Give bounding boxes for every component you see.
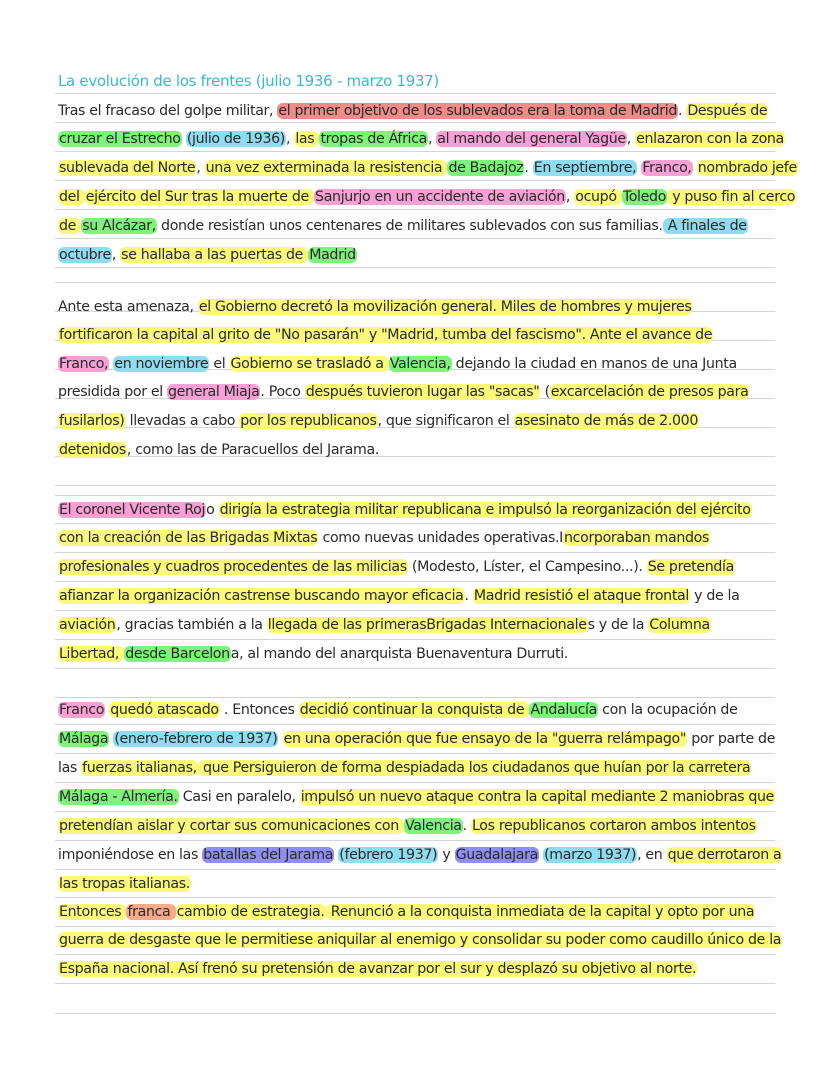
text-line	[58, 325, 713, 345]
plain-text: (	[540, 384, 550, 400]
ruled-line	[55, 840, 775, 841]
plain-text	[278, 731, 282, 747]
plain-text: con la ocupación de	[598, 702, 738, 718]
ruled-line	[55, 724, 775, 725]
highlighted-text: Valencia,	[389, 356, 451, 372]
highlighted-text: guerra de desgaste que le permitiese aniquilar al enemigo y consolidar su poder como caudillo único de la	[59, 932, 782, 948]
highlighted-text: pretendían aislar y cortar sus comunicaciones con	[59, 818, 404, 834]
ruled-line	[55, 610, 775, 611]
highlighted-text: tropas de África	[320, 131, 427, 147]
highlighted-text: En septiembre,	[533, 160, 637, 176]
plain-text: (Modesto, Líster, el Campesino...).	[407, 559, 647, 575]
highlighted-text: Los republicanos cortaron ambos intentos	[471, 818, 756, 834]
highlighted-text: Franco,	[642, 160, 692, 176]
highlighted-text: nombrado jefe	[697, 160, 797, 176]
plain-text: , en	[637, 847, 667, 863]
highlighted-text: batallas del Jarama	[203, 847, 334, 863]
plain-text: llevadas a cabo	[125, 413, 240, 429]
highlighted-text: del	[59, 189, 84, 205]
text-line	[58, 129, 785, 149]
highlighted-text: (enero-febrero de 1937)	[114, 731, 278, 747]
highlighted-text: en una operación que fue ensayo de la "guerra relámpago"	[283, 731, 687, 747]
highlighted-text: una vez exterminada la resistencia	[205, 160, 447, 176]
plain-text: ,	[196, 160, 205, 176]
ruled-line	[55, 282, 775, 283]
text-line	[58, 930, 782, 950]
text-line	[58, 297, 692, 317]
text-line	[58, 816, 757, 836]
plain-text: ,	[111, 247, 121, 263]
highlighted-text: Sanjurjo en un accidente de aviación	[315, 189, 565, 205]
highlighted-text: Entonces	[59, 904, 126, 920]
highlighted-text: impulsó un nuevo ataque contra la capital mediante 2 maniobras que	[300, 789, 775, 805]
ruled-line	[55, 180, 775, 181]
plain-text: . Poco	[260, 384, 305, 400]
plain-text: o	[206, 502, 219, 518]
ruled-line	[55, 983, 775, 984]
highlighted-text: (febrero 1937)	[339, 847, 438, 863]
plain-text: , gracias también a la	[116, 617, 267, 633]
text-line	[58, 902, 755, 922]
highlighted-text: con la creación de las Brigadas Mixtas	[59, 530, 318, 546]
text-line	[58, 758, 751, 778]
page-title: La evolución de los frentes (julio 1936 - marzo 1937)	[58, 72, 439, 90]
ruled-line	[55, 697, 775, 698]
ruled-line	[55, 267, 775, 268]
ruled-line	[55, 93, 775, 94]
text-line	[58, 354, 737, 374]
text-line	[58, 845, 782, 865]
text-line	[58, 440, 379, 460]
ruled-line	[55, 581, 775, 582]
highlighted-text: quedó atascado	[110, 702, 219, 718]
ruled-line	[55, 926, 775, 927]
ruled-line	[55, 954, 775, 955]
highlighted-text: ejército del Sur tras la muerte de	[85, 189, 314, 205]
text-line	[58, 500, 752, 520]
highlighted-text: Columna	[649, 617, 710, 633]
ruled-line	[55, 811, 775, 812]
highlighted-text: que derrotaron a	[667, 847, 782, 863]
highlighted-text: sublevada del Norte	[59, 160, 196, 176]
text-line	[58, 729, 775, 749]
highlighted-text: dirigía la estrategia militar republicana e impulsó la reorganización del ejército	[219, 502, 751, 518]
highlighted-text: de Badajoz	[448, 160, 524, 176]
highlighted-text: octubre	[59, 247, 111, 263]
highlighted-text: aviación	[59, 617, 116, 633]
highlighted-text: Málaga - Almería.	[59, 789, 178, 805]
plain-text: a, al mando del anarquista Buenaventura Durruti.	[230, 646, 568, 662]
text-line	[58, 557, 735, 577]
plain-text: .	[678, 103, 687, 119]
highlighted-text: afianzar la organización castrense buscando mayor eficacia	[59, 588, 464, 604]
plain-text: , que significaron el	[377, 413, 514, 429]
highlighted-text: España nacional. Así frenó su pretensión de avanzar por el sur y desplazó su objetivo al norte.	[59, 961, 697, 977]
ruled-line	[55, 485, 775, 486]
text-line	[58, 158, 798, 178]
highlighted-text: después tuvieron lugar las "sacas"	[305, 384, 540, 400]
highlighted-text: llegada de las primerasBrigadas Internacionale	[267, 617, 587, 633]
highlighted-text: Se pretendía	[647, 559, 734, 575]
highlighted-text: fusilarlos)	[59, 413, 125, 429]
plain-text: ,	[626, 131, 636, 147]
highlighted-text: fortificaron la capital al grito de "No pasarán" y "Madrid, tumba del fascismo". Ante el avance de	[59, 327, 713, 343]
highlighted-text: franca	[127, 904, 175, 920]
highlighted-text: cambio de estrategia.	[176, 904, 325, 920]
ruled-line	[55, 151, 775, 152]
highlighted-text: fuerzas italianas,	[82, 760, 197, 776]
highlighted-text: profesionales y cuadros procedentes de las milicias	[59, 559, 407, 575]
highlighted-text: su Alcázar,	[82, 218, 156, 234]
highlighted-text: (marzo 1937)	[544, 847, 637, 863]
highlighted-text: A finales de	[663, 218, 747, 234]
text-line	[58, 787, 775, 807]
text-line	[58, 615, 711, 635]
ruled-line	[55, 869, 775, 870]
ruled-line	[55, 782, 775, 783]
highlighted-text: cruzar el Estrecho	[59, 131, 181, 147]
highlighted-text: Franco	[59, 702, 105, 718]
highlighted-text: ncorporaban mandos	[564, 530, 710, 546]
text-line	[58, 959, 697, 979]
plain-text: .	[524, 160, 533, 176]
highlighted-text: de	[59, 218, 81, 234]
plain-text: las	[58, 760, 82, 776]
ruled-line	[55, 897, 775, 898]
highlighted-text: el primer objetivo de los sublevados era la toma de Madrid	[278, 103, 678, 119]
plain-text: Ante esta amenaza,	[58, 299, 198, 315]
highlighted-text: Madrid	[309, 247, 356, 263]
highlighted-text: se hallaba a las puertas de	[121, 247, 308, 263]
highlighted-text: (julio de 1936)	[186, 131, 285, 147]
plain-text: ,	[565, 189, 575, 205]
highlighted-text: asesinato de más de 2.000	[514, 413, 699, 429]
plain-text: ,	[427, 131, 437, 147]
highlighted-text: que Persiguieron de forma despiadada los ciudadanos que huían por la carretera	[198, 760, 751, 776]
plain-text: dejando la ciudad en manos de una Junta	[451, 356, 737, 372]
ruled-line	[55, 122, 775, 123]
ruled-line	[55, 495, 775, 496]
ruled-line	[55, 209, 775, 210]
text-line	[58, 528, 710, 548]
plain-text: y de la	[689, 588, 740, 604]
highlighted-text: general Miaja	[168, 384, 260, 400]
ruled-line	[55, 552, 775, 553]
text-line	[58, 245, 357, 265]
highlighted-text: decidió continuar la conquista de	[299, 702, 529, 718]
plain-text: .	[462, 818, 471, 834]
highlighted-text: Málaga	[59, 731, 109, 747]
highlighted-text: las tropas italianas.	[59, 876, 190, 892]
ruled-line	[55, 753, 775, 754]
highlighted-text: las	[295, 131, 319, 147]
highlighted-text: Guadalajara	[455, 847, 538, 863]
plain-text: imponiéndose en las	[58, 847, 203, 863]
plain-text: como nuevas unidades operativas.I	[318, 530, 564, 546]
text-line	[58, 382, 749, 402]
highlighted-text: Madrid resistió el ataque frontal	[473, 588, 689, 604]
ruled-line	[55, 238, 775, 239]
text-line	[58, 700, 737, 720]
highlighted-text: desde Barcelon	[125, 646, 230, 662]
plain-text: Tras el fracaso del golpe militar,	[58, 103, 278, 119]
highlighted-text: al mando del general Yagüe	[437, 131, 626, 147]
ruled-line	[55, 1013, 775, 1014]
plain-text: presidida por el	[58, 384, 168, 400]
highlighted-text: Libertad,	[59, 646, 124, 662]
highlighted-text: Después de	[687, 103, 768, 119]
highlighted-text: por los republicanos	[240, 413, 377, 429]
highlighted-text: Andalucía	[530, 702, 597, 718]
text-line	[58, 101, 768, 121]
plain-text: por parte de	[687, 731, 776, 747]
highlighted-text: Renunció a la conquista inmediata de la capital y opto por una	[326, 904, 755, 920]
highlighted-text: El coronel Vicente Roj	[59, 502, 206, 518]
highlighted-text: ocupó	[575, 189, 621, 205]
plain-text: el	[209, 356, 230, 372]
text-line	[58, 874, 191, 894]
highlighted-text: Valencia	[405, 818, 462, 834]
ruled-line	[55, 639, 775, 640]
highlighted-text: enlazaron con la zona	[636, 131, 784, 147]
highlighted-text: excarcelación de presos para	[550, 384, 749, 400]
text-line	[58, 187, 796, 207]
text-line	[58, 411, 699, 431]
highlighted-text: el Gobierno decretó la movilización general. Miles de hombres y mujeres	[198, 299, 692, 315]
plain-text: s y de la	[587, 617, 649, 633]
text-line	[58, 216, 748, 236]
highlighted-text: en noviembre	[114, 356, 209, 372]
highlighted-text: y puso fin al cerco	[668, 189, 796, 205]
plain-text: Casi en paralelo,	[178, 789, 300, 805]
highlighted-text: Franco,	[59, 356, 109, 372]
text-line	[58, 586, 739, 606]
plain-text: .	[464, 588, 473, 604]
highlighted-text: Gobierno se trasladó a	[230, 356, 388, 372]
highlighted-text: Toledo	[622, 189, 667, 205]
plain-text: y	[438, 847, 455, 863]
plain-text: donde resistían unos centenares de militares sublevados con sus familias.	[156, 218, 663, 234]
plain-text: . Entonces	[219, 702, 299, 718]
highlighted-text: detenidos	[59, 442, 126, 458]
plain-text: ,	[286, 131, 295, 147]
ruled-line	[55, 668, 775, 669]
text-line	[58, 644, 568, 664]
plain-text: , como las de Paracuellos del Jarama.	[126, 442, 379, 458]
ruled-line	[55, 523, 775, 524]
